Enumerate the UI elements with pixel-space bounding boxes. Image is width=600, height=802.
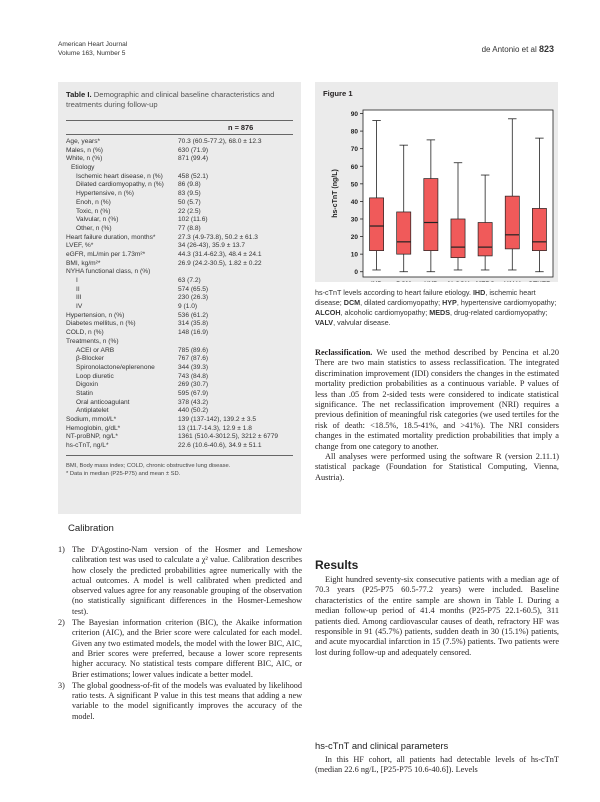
table-row-value: 344 (39.3) (178, 363, 209, 371)
table-row-label: NYHA functional class, n (%) (66, 268, 151, 276)
figure-caption-part: HYP (442, 298, 457, 307)
box-dcm (397, 212, 411, 254)
table-row-label: Other, n (%) (76, 224, 112, 232)
reclassification-heading: Reclassification. (315, 348, 373, 357)
table-row-value: 63 (7.2) (178, 277, 201, 284)
table-row (66, 234, 298, 243)
calibration-heading: Calibration (68, 523, 114, 534)
y-tick-label: 50 (350, 181, 358, 189)
boxplot-chart (315, 82, 558, 282)
table-rule-header (66, 134, 293, 135)
box-meds (478, 223, 492, 256)
table-row-label: Hypertensive, n (%) (76, 190, 134, 198)
table-row-label: eGFR, mL/min per 1.73m²* (66, 250, 146, 258)
table-row-value: 27.3 (4.9-73.8), 50.2 ± 61.3 (178, 233, 258, 241)
table-row-label: Loop diuretic (76, 372, 114, 380)
y-tick-label: 40 (350, 198, 358, 206)
table-row-label: β-Blocker (76, 355, 104, 363)
table-row (66, 416, 298, 425)
table-row-value: 1361 (510.4-3012.5), 3212 ± 6779 (178, 433, 279, 441)
table-row (66, 216, 298, 225)
table-row-value: 595 (67.9) (178, 389, 209, 397)
table-row (66, 381, 298, 390)
calibration-item-number: 2) (58, 618, 65, 628)
y-tick-label: 60 (350, 163, 358, 171)
table-row (66, 390, 298, 399)
table-row-label: Valvular, n (%) (76, 216, 119, 224)
table-row (66, 373, 298, 382)
hsctnt-section (315, 755, 559, 776)
figure-caption-part: , ischemic heart disease; (315, 288, 536, 307)
table-row-value: 13 (11.7-14.3), 12.9 ± 1.8 (178, 424, 252, 432)
table-label: Table I. (66, 90, 92, 99)
y-tick-label: 20 (350, 234, 358, 242)
table-row-value: 139 (137-142), 139.2 ± 3.5 (178, 416, 257, 423)
figure-caption-part: ALCOH (315, 308, 341, 317)
box-ihd (370, 198, 384, 251)
table-row-value: 70.3 (60.5-77.2), 68.0 ± 12.3 (178, 138, 262, 145)
table-row-label: hs-cTnT, ng/L* (66, 442, 109, 450)
x-category-label (446, 281, 469, 282)
figure-title: Figure 1 (323, 89, 353, 98)
box-valv (505, 196, 519, 249)
table-row-value: 785 (89.6) (178, 346, 209, 354)
reclassification-para-2: All analyses were performed using the software R (version 2.11.1) statistical package (Foundation for Statistical Computing, Vienna, Austria). (315, 452, 559, 482)
table-row (66, 286, 298, 295)
table-row-label: Ischemic heart disease, n (%) (76, 172, 163, 180)
table-row-value: 440 (50.2) (178, 407, 209, 415)
table-footnotes (66, 462, 296, 478)
table-row (66, 312, 298, 321)
table-row (66, 355, 298, 364)
figure-caption-part: , alcoholic cardiomyopathy; (340, 308, 430, 317)
table-row-value: 50 (5.7) (178, 198, 201, 206)
results-heading: Results (315, 558, 359, 572)
table-row-label: Sodium, mmol/L* (66, 416, 117, 423)
calibration-item-text: The global goodness-of-fit of the models was evaluated by likelihood ratio tests. A significant P value in this test means that adding a new variable to the model significantly improves the accuracy of the model. (72, 680, 302, 721)
figure-caption-part: , valvular disease. (333, 318, 391, 327)
table-row-label: Treatments, n (%) (66, 337, 119, 345)
table-row-label: BMI, kg/m²* (66, 259, 101, 267)
table-row-label: ACEI or ARB (76, 346, 115, 354)
y-tick-label: 10 (350, 251, 358, 259)
table-row-label: Heart failure duration, months* (66, 233, 156, 241)
table-row-label: II (76, 285, 80, 293)
table-caption-text: Demographic and clinical baseline characteristics and treatments during follow-up (66, 90, 275, 109)
table-row-value: 378 (43.2) (178, 398, 209, 406)
running-header-left (58, 40, 127, 58)
table-row (66, 147, 298, 156)
table-row (66, 190, 298, 199)
figure-caption-part: , drug-related cardiomyopathy; (450, 308, 548, 317)
figure-caption-part: IHD (472, 288, 486, 297)
table-row-value: 83 (9.5) (178, 190, 201, 198)
table-rule-top (66, 120, 293, 121)
table-row-value: 230 (26.3) (178, 294, 209, 302)
table-row (66, 225, 298, 234)
table-rule-bottom (66, 455, 293, 456)
table-row (66, 277, 298, 286)
table-row (66, 294, 298, 303)
x-category-label (396, 281, 411, 282)
table-row (66, 173, 298, 182)
box-alcoh (451, 219, 465, 258)
figure-caption-part: DCM (343, 298, 361, 307)
calibration-list (58, 545, 302, 723)
table-row (66, 268, 298, 277)
box-other (532, 208, 546, 250)
table-box (58, 82, 301, 514)
table-row-value: 22 (2.5) (178, 207, 201, 215)
table-row (66, 155, 298, 164)
table-row-label: Hypertension, n (%) (66, 311, 125, 319)
running-header-right (482, 45, 554, 54)
table-row-value: 458 (52.1) (178, 172, 209, 180)
table-row (66, 425, 298, 434)
x-category-label (371, 281, 383, 282)
calibration-item-text: The D'Agostino-Nam version of the Hosmer and Lemeshow calibration test was used to calculate a χ² value. Calibration describes how closely the predicted probabilities agree numerically with the actual outcomes. A model is well calibrated when predicted and observed values agree for any reasonable grouping of the observation (no statistically significant differences in the Hosmer-Lemeshow test). (72, 545, 302, 616)
table-row-value: 314 (35.8) (178, 320, 209, 328)
reclassification-section (315, 348, 559, 483)
table-row-value: 148 (16.9) (178, 329, 209, 337)
table-row (66, 208, 298, 217)
table-row (66, 407, 298, 416)
table-row-label: Etiology (71, 164, 95, 172)
y-tick-label: 70 (350, 146, 358, 154)
table-row-value: 536 (61.2) (178, 311, 209, 319)
table-row-value: 44.3 (31.4-62.3), 48.4 ± 24.1 (178, 250, 262, 258)
y-tick-label: 0 (354, 269, 358, 277)
table-row-label: Statin (76, 389, 93, 397)
x-category-label (424, 281, 438, 282)
table-row-value: 26.9 (24.2-30.5), 1.82 ± 0.22 (178, 259, 262, 267)
figure-caption-part: VALV (315, 318, 334, 327)
table-row-label: Diabetes mellitus, n (%) (66, 320, 136, 328)
table-row-value: 743 (84.8) (178, 372, 209, 380)
table-row-value: 574 (65.5) (178, 285, 209, 293)
table-row-label: IV (76, 303, 83, 311)
table-footnote-2: * Data in median (P25-P75) and mean ± SD. (66, 471, 181, 477)
box-hyp (424, 179, 438, 251)
table-row-label: Digoxin (76, 381, 98, 389)
table-row (66, 399, 298, 408)
table-row (66, 251, 298, 260)
x-category-label (504, 281, 521, 282)
table-row-value: 22.6 (10.6-40.6), 34.9 ± 51.1 (178, 442, 262, 450)
table-row (66, 329, 298, 338)
table-row-label: Toxic, n (%) (76, 207, 111, 215)
table-column-header: n = 876 (228, 123, 254, 132)
table-row-value: 77 (8.8) (178, 224, 201, 232)
results-section (315, 575, 559, 658)
y-tick-label: 90 (350, 111, 358, 119)
table-caption (66, 90, 294, 109)
table-row-value: 34 (26-43), 35.9 ± 13.7 (178, 242, 246, 250)
table-row (66, 164, 298, 173)
figure-caption-part: hs-cTnT levels according to heart failure etiology. (315, 288, 473, 297)
y-tick-label: 30 (350, 216, 358, 224)
results-para: Eight hundred seventy-six consecutive patients with a median age of 70.3 years (P25-P75 60.5-77.2 years) were included. Baseline characteristics of the entire sample are shown in Table I. During a median follow-up period of 41.4 months (P25-P75 22.1-60.5), 311 patients died. Among cardiovascular causes of death, refractory HF was responsible in 91 (45.7%) patients, sudden death in 30 (15.1%) patients, and acute myocardial infarction in 15 (7.5%) patients. Two patients were lost during follow-up and adequately censored. (315, 575, 559, 657)
calibration-item (58, 681, 302, 722)
page-number: 823 (538, 44, 554, 54)
table-row (66, 433, 298, 442)
table-footnote-1: BMI, Body mass index; COLD, chronic obstructive lung disease. (66, 463, 231, 469)
table-row (66, 303, 298, 312)
authors: de Antonio et al (481, 45, 537, 54)
calibration-item-text: The Bayesian information criterion (BIC), the Akaike information criterion (AIC), and the Brier score were calculated for each model. Given any two estimated models, the model with the lower BIC, AIC, and Brier scores were preferred, because a lower score represents higher accuracy. No statistical tests compare different BIC, AIC, or Brier estimations; lower values indicate a better model. (72, 618, 302, 679)
y-axis-label: hs-cTnT (ng/L) (332, 169, 339, 218)
table-row-label: Antiplatelet (76, 407, 109, 415)
table-row (66, 338, 298, 347)
table-row-label: NT-proBNP, ng/L* (66, 433, 118, 441)
hsctnt-heading: hs-cTnT and clinical parameters (315, 740, 449, 751)
calibration-item (58, 618, 302, 680)
figure-caption (315, 288, 559, 328)
table-row (66, 199, 298, 208)
table-row-value: 86 (9.8) (178, 181, 201, 189)
table-row (66, 442, 298, 451)
figure-caption-part: , hypertensive cardiomyopathy; (456, 298, 557, 307)
figure-caption-part: , dilated cardiomyopathy; (360, 298, 443, 307)
table-row (66, 242, 298, 251)
calibration-item-number: 3) (58, 680, 65, 690)
table-row-label: Enoh, n (%) (76, 198, 111, 206)
table-row-label: I (76, 277, 78, 284)
calibration-item-number: 1) (58, 545, 65, 554)
journal-name: American Heart Journal (58, 41, 128, 48)
figure-caption-part: MEDS (429, 308, 451, 317)
table-row (66, 181, 298, 190)
table-row-value: 871 (99.4) (178, 155, 209, 163)
table-rows (66, 138, 298, 451)
table-row-label: COLD, n (%) (66, 329, 104, 337)
table-row (66, 260, 298, 269)
reclassification-para-1: We used the method described by Pencina et al.20 There are two main statistics to assess reclassification. The integrated discrimination improvement (IDI) considers the changes in the estimated mortality prediction probabilities as a continuous variable. P values of less than .05 from 2-sided tests were considered to indicate statistical significance. The net reclassification improvement (NRI) requires a previous definition of meaningful risk categories (we used tertiles for the risk of death: <18.5%, 18.5-41%, and >41%). The NRI considers changes in the estimated mortality prediction probabilities that imply a change from one category to another. (315, 348, 559, 451)
x-category-label (528, 281, 551, 282)
x-category-label (476, 281, 495, 282)
table-row-label: Oral anticoagulant (76, 398, 130, 406)
hsctnt-para: In this HF cohort, all patients had detectable levels of hs-cTnT (median 22.6 ng/L, [P25-P75 10.6-40.6]). Levels (315, 755, 559, 775)
table-row-label: Males, n (%) (66, 146, 104, 154)
table-row-label: III (76, 294, 82, 302)
table-row-label: White, n (%) (66, 155, 103, 163)
table-row-value: 9 (1.0) (178, 303, 198, 311)
table-row-value: 102 (11.6) (178, 216, 208, 224)
table-row (66, 364, 298, 373)
table-row (66, 138, 298, 147)
table-row-label: LVEF, %* (66, 242, 94, 250)
y-tick-label: 80 (350, 128, 358, 136)
table-row-label: Hemoglobin, g/dL* (66, 424, 121, 432)
table-row (66, 347, 298, 356)
table-row-label: Dilated cardiomyopathy, n (%) (76, 181, 164, 189)
table-row-value: 269 (30.7) (178, 381, 209, 389)
table-row-label: Age, years* (66, 138, 101, 145)
calibration-item (58, 545, 302, 617)
table-row-label: Spironolactone/eplerenone (76, 363, 155, 371)
table-row-value: 630 (71.9) (178, 146, 209, 154)
table-row-value: 767 (87.6) (178, 355, 209, 363)
journal-volume: Volume 163, Number 5 (58, 50, 126, 57)
table-row (66, 320, 298, 329)
figure-box (315, 82, 558, 282)
